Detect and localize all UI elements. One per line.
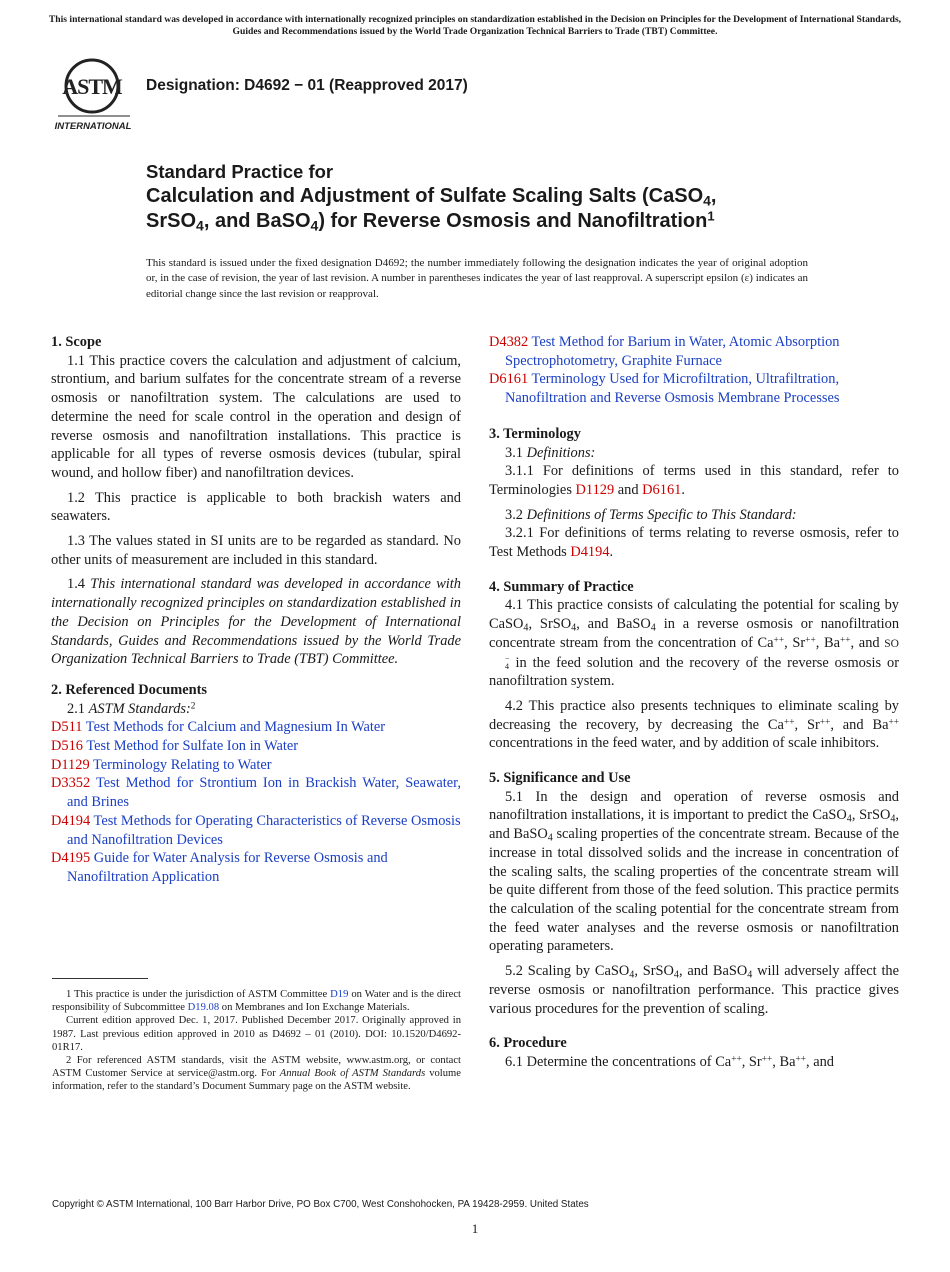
paragraph-3-1: 3.1 Definitions: bbox=[505, 444, 596, 461]
paragraph-1-3: 1.3 The values stated in SI units are to be regarded as standard. No other units of measurement are included in this standard. bbox=[51, 533, 461, 568]
reference-code-link[interactable]: D516 bbox=[51, 738, 83, 755]
section-heading-summary: 4. Summary of Practice bbox=[489, 578, 634, 595]
subcommittee-link[interactable]: D19.08 bbox=[187, 1002, 220, 1014]
paragraph-4-1: 4.1 This practice consists of calculating the potential for scaling by CaSO$_4$, SrSO$_4$, and BaSO$_4$ in a reverse osmosis or nanofiltration concentrate stream from the concentration of Ca++, Sr++, Ba++, and SO − 4 in the feed solution and the recovery of the reverse osmosis or nanofiltration system. bbox=[489, 597, 900, 690]
footnote-1: 1 This practice is under the jurisdiction of ASTM Committee D19 on Water and is the direct responsibility of Subcommittee D19.08 on Membranes and Ion Exchange Materials. bbox=[52, 989, 461, 1014]
reference-code-link[interactable]: D3352 bbox=[51, 775, 91, 792]
reference-title-link[interactable]: Test Methods for Operating Characteristics of Reverse Osmosis and Nanofiltration Devices bbox=[67, 812, 461, 848]
top-note: This international standard was developed in accordance with internationally recognized principles on standardization established in the Decision on Principles for the Development of International Standards, Guides and Recommendations issued by the World Trade Organization Technical Barriers to Trade (TBT) Committee. bbox=[48, 14, 902, 37]
reference-code-link[interactable]: D4194 bbox=[51, 812, 91, 829]
reference-title-link[interactable]: Terminology Relating to Water bbox=[92, 756, 272, 773]
paragraph-1-2: 1.2 This practice is applicable to both brackish waters and seawaters. bbox=[51, 489, 461, 525]
section-heading-significance: 5. Significance and Use bbox=[489, 770, 631, 787]
reference-code-link[interactable]: D4382 bbox=[489, 334, 529, 350]
reference-d3352 bbox=[51, 774, 461, 811]
reference-d6161 bbox=[489, 370, 899, 407]
section-heading-referenced-documents: 2. Referenced Documents bbox=[51, 681, 207, 698]
reference-d516 bbox=[51, 737, 461, 756]
section-heading-scope: 1. Scope bbox=[51, 334, 102, 350]
reference-title-link[interactable]: Test Method for Strontium Ion in Brackish Water, Seawater, and Brines bbox=[67, 775, 461, 811]
left-column bbox=[51, 333, 461, 887]
reference-title-link[interactable]: Test Methods for Calcium and Magnesium In Water bbox=[85, 719, 386, 736]
reference-d511 bbox=[51, 718, 461, 737]
title-line-2: Calculation and Adjustment of Sulfate Scaling Salts (CaSO$_4$, bbox=[146, 185, 717, 209]
section-heading-terminology: 3. Terminology bbox=[489, 425, 581, 442]
reference-title-link[interactable]: Terminology Used for Microfiltration, Ultrafiltration, Nanofiltration and Reverse Osmosis Membrane Processes bbox=[505, 371, 840, 407]
reference-d4382 bbox=[489, 333, 899, 370]
reference-code-link[interactable]: D6161 bbox=[489, 371, 529, 388]
right-column bbox=[489, 333, 899, 1072]
d6161-link[interactable]: D6161 bbox=[642, 481, 682, 498]
paragraph-5-1: 5.1 In the design and operation of reverse osmosis and nanofiltration installations, it is important to predict the CaSO$_4$, SrSO$_4$, and BaSO$_4$ scaling properties of the concentrate stream. Because of the increase in total dissolved solids and the increase in concentration of the scaling salts, the scaling properties of the concentrate stream will be quite different from those of the feed solution. This practice permits the calculation of the scaling potential for the concentrate stream from the feed water analyses and the reverse osmosis or nanofiltration operating parameters. bbox=[489, 788, 899, 955]
astm-logo bbox=[52, 56, 136, 134]
footnote-2: 2 For referenced ASTM standards, visit the ASTM website, www.astm.org, or contact ASTM Customer Service at service@astm.org. For Annual Book of ASTM Standards volume information, refer to the standard’s Document Summary page on the ASTM website. bbox=[52, 1055, 461, 1093]
footnote-divider bbox=[52, 978, 148, 979]
title-line-3: SrSO$_4$, and BaSO$_4$) for Reverse Osmosis and Nanofiltration$^1$ bbox=[146, 208, 715, 234]
paragraph-3-1-1: 3.1.1 For definitions of terms used in this standard, refer to Terminologies D1129 and D6161. bbox=[489, 463, 899, 498]
reference-title-link[interactable]: Test Method for Barium in Water, Atomic Absorption Spectrophotometry, Graphite Furnace bbox=[505, 334, 840, 369]
paragraph-3-2-1: 3.2.1 For definitions of terms relating to reverse osmosis, refer to Test Methods D4194. bbox=[489, 525, 899, 561]
d4194-link[interactable]: D4194 bbox=[570, 544, 610, 561]
d1129-link[interactable]: D1129 bbox=[575, 481, 615, 498]
reference-code-link[interactable]: D4195 bbox=[51, 850, 91, 867]
designation: Designation: D4692 − 01 (Reapproved 2017) bbox=[146, 77, 468, 94]
copyright-notice: Copyright © ASTM International, 100 Barr Harbor Drive, PO Box C700, West Conshohocken, PA 19428-2959. United States bbox=[52, 1199, 589, 1210]
footnote-edition: Current edition approved Dec. 1, 2017. Published December 2017. Originally approved in 1987. Last previous edition approved in 2010 as D4692 – 01 (2010). DOI: 10.1520/D4692-01R17. bbox=[52, 1015, 461, 1053]
reference-d1129 bbox=[51, 756, 461, 775]
paragraph-1-4: 1.4 This international standard was developed in accordance with internationally recognized principles on standardization established in the Decision on Principles for the Development of International Standards, Guides and Recommendations issued by the World Trade Organization Technical Barriers to Trade (TBT) Committee. bbox=[51, 576, 461, 668]
paragraph-1-1: 1.1 This practice covers the calculation and adjustment of calcium, strontium, and barium sulfates for the concentrate stream of a reverse osmosis or nanofiltration system. The calculations are used to determine the need for scale control in the operation and design of reverse osmosis and nanofiltration installations. This practice is applicable for all types of reverse osmosis devices (tubular, spiral wound, and hollow fiber) and nanofiltration devices. bbox=[51, 352, 461, 481]
intro-paragraph: This standard is issued under the fixed designation D4692; the number immediately following the designation indicates the year of original adoption or, in the case of revision, the year of last revision. A number in parentheses indicates the year of last reapproval. A superscript epsilon (ε) indicates an editorial change since the last revision or reapproval. bbox=[146, 257, 808, 300]
paragraph-2-1: 2.1 ASTM Standards:$^2$ bbox=[67, 700, 196, 717]
astm-logo-icon bbox=[52, 56, 136, 134]
paragraph-5-2: 5.2 Scaling by CaSO$_4$, SrSO$_4$, and BaSO$_4$ will adversely affect the reverse osmosis or nanofiltration performance. This practice gives various procedures for the prevention of scaling. bbox=[489, 963, 900, 1017]
section-heading-procedure: 6. Procedure bbox=[489, 1035, 567, 1052]
reference-code-link[interactable]: D1129 bbox=[51, 756, 90, 773]
paragraph-4-2: 4.2 This practice also presents techniques to eliminate scaling by decreasing the recovery, by decreasing the Ca++, Sr++, and Ba++ concentrations in the feed water, and by addition of scale inhibitors. bbox=[489, 697, 899, 752]
reference-title-link[interactable]: Guide for Water Analysis for Reverse Osmosis and Nanofiltration Application bbox=[67, 850, 388, 885]
svg-text:ASTM: ASTM bbox=[62, 74, 122, 99]
committee-link[interactable]: D19 bbox=[330, 989, 349, 1000]
svg-text:INTERNATIONAL: INTERNATIONAL bbox=[54, 121, 132, 132]
paragraph-6-1: 6.1 Determine the concentrations of Ca++, Sr++, Ba++, and bbox=[505, 1053, 834, 1070]
document-title bbox=[146, 160, 916, 234]
reference-title-link[interactable]: Test Method for Sulfate Ion in Water bbox=[86, 738, 299, 755]
reference-code-link[interactable]: D511 bbox=[51, 719, 83, 736]
paragraph-3-2: 3.2 Definitions of Terms Specific to This Standard: bbox=[505, 506, 797, 523]
page-number: 1 bbox=[471, 1221, 479, 1236]
footnotes bbox=[52, 988, 461, 1094]
reference-d4194 bbox=[51, 812, 461, 849]
title-line-1: Standard Practice for bbox=[146, 161, 334, 182]
reference-d4195 bbox=[51, 849, 461, 886]
